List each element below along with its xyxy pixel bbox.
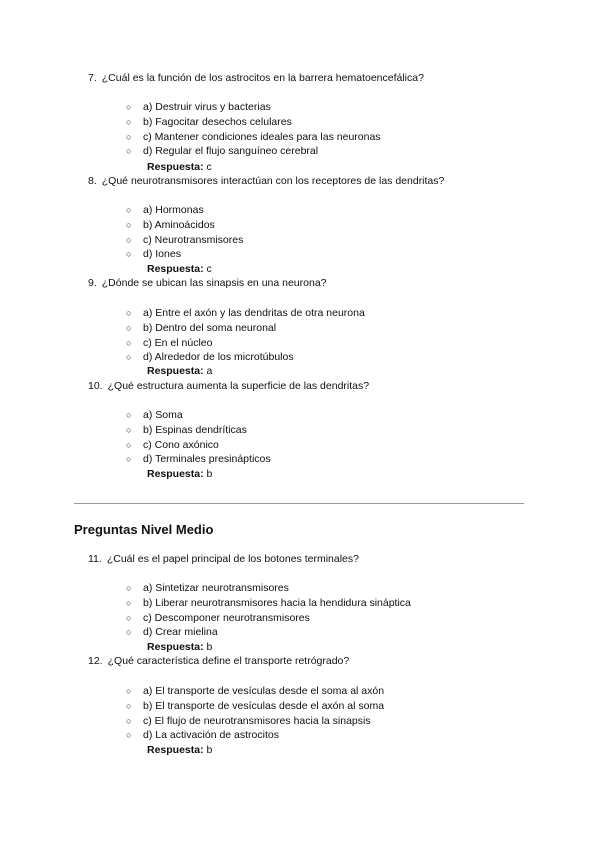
- question-text: ¿Dónde se ubican las sinapsis en una neurona?: [101, 277, 327, 289]
- option-text: c) Neurotransmisores: [143, 233, 244, 246]
- list-item: [126, 306, 365, 321]
- hollow-circle-icon: ○: [126, 205, 132, 215]
- options-list: [126, 100, 381, 159]
- answer-line: [147, 640, 212, 654]
- option-text: d) La activación de astrocitos: [143, 729, 279, 742]
- hollow-circle-icon: ○: [126, 597, 132, 608]
- option-text: d) Terminales presinápticos: [143, 453, 271, 466]
- question-text: ¿Qué estructura aumenta la superficie de las dendritas?: [107, 380, 370, 392]
- option-text: a) El transporte de vesículas desde el soma al axón: [143, 685, 385, 697]
- list-item: [126, 408, 271, 423]
- section-title: Preguntas Nivel Medio: [74, 522, 214, 537]
- question-text: ¿Qué neurotransmisores interactúan con los receptores de las dendritas?: [101, 175, 445, 187]
- hollow-circle-icon: ○: [126, 439, 132, 450]
- hollow-circle-icon: ○: [126, 424, 132, 435]
- option-text: c) Mantener condiciones ideales para las neuronas: [143, 130, 381, 143]
- list-item: [126, 350, 365, 365]
- hollow-circle-icon: ○: [126, 219, 132, 230]
- list-item: [126, 452, 271, 467]
- options-list: [126, 306, 365, 365]
- question-text: ¿Cuál es el papel principal de los botones terminales?: [106, 553, 359, 565]
- hollow-circle-icon: ○: [126, 583, 132, 593]
- answer-value: b: [206, 744, 213, 756]
- question-number: 12.: [88, 655, 103, 667]
- answer-label: Respuesta:: [147, 365, 204, 377]
- hollow-circle-icon: ○: [126, 102, 132, 112]
- hollow-circle-icon: ○: [126, 627, 132, 638]
- question-10: [88, 379, 369, 393]
- option-text: b) Espinas dendríticas: [143, 423, 247, 436]
- hollow-circle-icon: ○: [126, 454, 132, 465]
- question-text: ¿Qué característica define el transporte retrógrado?: [107, 655, 350, 667]
- hollow-circle-icon: ○: [126, 234, 132, 245]
- question-9: [88, 276, 327, 290]
- hollow-circle-icon: ○: [126, 146, 132, 157]
- answer-label: Respuesta:: [147, 161, 204, 173]
- list-item: [126, 423, 271, 438]
- hollow-circle-icon: ○: [126, 116, 132, 127]
- option-text: a) Entre el axón y las dendritas de otra neurona: [143, 307, 365, 319]
- question-number: 8.: [88, 175, 97, 187]
- answer-value: b: [206, 468, 213, 480]
- list-item: [126, 336, 365, 351]
- option-text: d) Alrededor de los microtúbulos: [143, 351, 294, 364]
- option-text: b) Dentro del soma neuronal: [143, 321, 277, 334]
- list-item: [126, 115, 381, 130]
- list-item: [126, 144, 381, 159]
- option-text: c) Cono axónico: [143, 438, 219, 451]
- hollow-circle-icon: ○: [126, 730, 132, 741]
- answer-line: [147, 262, 212, 276]
- option-text: c) Descomponer neurotransmisores: [143, 611, 310, 624]
- horizontal-rule: [74, 503, 524, 504]
- question-8: [88, 174, 444, 188]
- list-item: [126, 130, 381, 145]
- answer-value: c: [206, 263, 212, 275]
- option-text: d) Iones: [143, 248, 181, 261]
- list-item: [126, 233, 243, 248]
- list-item: [126, 581, 411, 596]
- answer-label: Respuesta:: [147, 263, 204, 275]
- option-text: a) Hormonas: [143, 204, 204, 216]
- answer-line: [147, 467, 212, 481]
- hollow-circle-icon: ○: [126, 131, 132, 142]
- answer-value: c: [206, 161, 212, 173]
- hollow-circle-icon: ○: [126, 612, 132, 623]
- question-11: [88, 552, 359, 566]
- answer-value: a: [206, 365, 213, 377]
- question-7: [88, 71, 424, 85]
- question-number: 11.: [88, 553, 102, 565]
- list-item: [126, 714, 384, 729]
- hollow-circle-icon: ○: [126, 352, 132, 363]
- option-text: b) El transporte de vesículas desde el axón al soma: [143, 699, 385, 712]
- hollow-circle-icon: ○: [126, 700, 132, 711]
- hollow-circle-icon: ○: [126, 322, 132, 333]
- option-text: b) Fagocitar desechos celulares: [143, 115, 292, 128]
- options-list: [126, 581, 411, 640]
- hollow-circle-icon: ○: [126, 308, 132, 318]
- list-item: [126, 625, 411, 640]
- list-item: [126, 596, 411, 611]
- option-text: d) Regular el flujo sanguíneo cerebral: [143, 145, 319, 158]
- option-text: b) Aminoácidos: [143, 218, 215, 231]
- list-item: [126, 218, 243, 233]
- hollow-circle-icon: ○: [126, 249, 132, 260]
- options-list: [126, 684, 384, 743]
- list-item: [126, 684, 384, 699]
- answer-label: Respuesta:: [147, 468, 204, 480]
- hollow-circle-icon: ○: [126, 686, 132, 696]
- options-list: [126, 203, 243, 262]
- list-item: [126, 438, 271, 453]
- list-item: [126, 247, 243, 262]
- answer-line: [147, 743, 212, 757]
- question-number: 9.: [88, 277, 97, 289]
- list-item: [126, 728, 384, 743]
- hollow-circle-icon: ○: [126, 410, 132, 420]
- option-text: b) Liberar neurotransmisores hacia la hendidura sináptica: [143, 596, 411, 609]
- options-list: [126, 408, 271, 467]
- question-12: [88, 654, 349, 668]
- option-text: c) En el núcleo: [143, 336, 213, 349]
- hollow-circle-icon: ○: [126, 715, 132, 726]
- list-item: [126, 100, 381, 115]
- answer-label: Respuesta:: [147, 641, 204, 653]
- hollow-circle-icon: ○: [126, 337, 132, 348]
- option-text: a) Sintetizar neurotransmisores: [143, 582, 289, 594]
- answer-line: [147, 364, 212, 378]
- list-item: [126, 699, 384, 714]
- question-text: ¿Cuál es la función de los astrocitos en la barrera hematoencefálica?: [101, 72, 424, 84]
- option-text: a) Destruir virus y bacterias: [143, 101, 271, 113]
- option-text: d) Crear mielina: [143, 626, 218, 639]
- option-text: c) El flujo de neurotransmisores hacia la sinapsis: [143, 714, 371, 727]
- answer-value: b: [206, 641, 213, 653]
- list-item: [126, 321, 365, 336]
- list-item: [126, 611, 411, 626]
- question-number: 7.: [88, 72, 97, 84]
- answer-label: Respuesta:: [147, 744, 204, 756]
- question-number: 10.: [88, 380, 103, 392]
- answer-line: [147, 160, 212, 174]
- list-item: [126, 203, 243, 218]
- option-text: a) Soma: [143, 409, 183, 421]
